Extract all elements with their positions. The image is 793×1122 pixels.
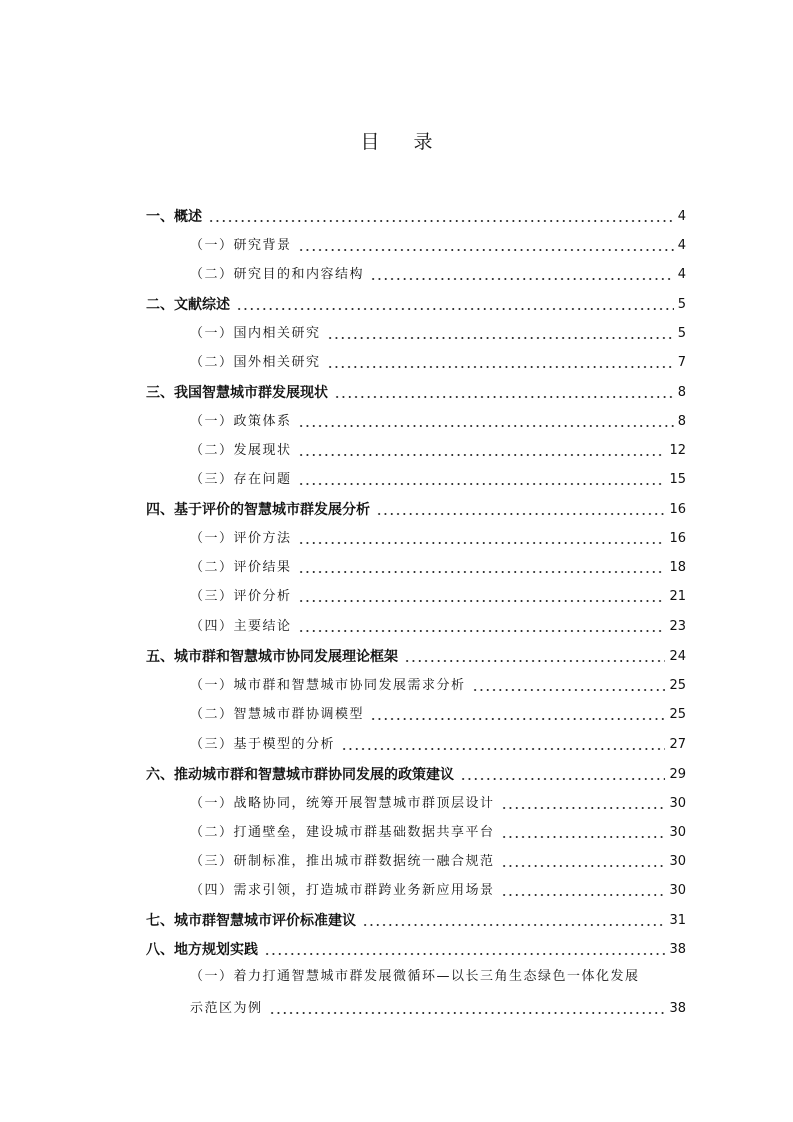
dot-leader [269, 1012, 666, 1014]
toc-entry-title: （二）智慧城市群协调模型 [190, 707, 365, 722]
toc-entry[interactable] [190, 467, 686, 491]
toc-entry[interactable] [146, 937, 686, 961]
dot-leader [298, 249, 674, 251]
toc-entry[interactable] [146, 204, 686, 228]
toc-entry-title: 一、概述 [146, 209, 202, 225]
toc-entry[interactable] [146, 762, 686, 786]
toc-entry-title: （三）基于模型的分析 [190, 737, 336, 752]
toc-page-number: 25 [669, 707, 686, 722]
toc-entry[interactable] [146, 644, 686, 668]
dot-leader [334, 396, 674, 398]
toc-page-number: 38 [669, 1001, 686, 1016]
toc-entry-title: （四）主要结论 [190, 619, 292, 634]
dot-leader [298, 542, 666, 544]
toc-entry[interactable] [190, 555, 686, 579]
toc-entry[interactable] [190, 849, 686, 873]
toc-page-number: 4 [677, 238, 686, 253]
toc-entry-title: （二）打通壁垒，建设城市群基础数据共享平台 [190, 825, 495, 840]
toc-entry-title: 八、地方规划实践 [146, 942, 258, 958]
toc-page-number: 5 [677, 297, 686, 312]
toc-entry[interactable] [190, 702, 686, 726]
toc-page-number: 5 [677, 326, 686, 341]
dot-leader [298, 630, 666, 632]
toc-page-number: 4 [677, 267, 686, 282]
toc-entry[interactable] [190, 584, 686, 608]
toc-entry[interactable] [190, 526, 686, 550]
toc-entry[interactable] [190, 233, 686, 257]
dot-leader [208, 220, 674, 222]
toc-entry[interactable] [190, 996, 686, 1020]
toc-entry[interactable] [190, 732, 686, 756]
dot-leader [298, 600, 666, 602]
toc-entry[interactable] [190, 878, 686, 902]
toc-page-number: 24 [669, 649, 686, 664]
page-title: 目 录 [360, 131, 447, 153]
dot-leader [341, 748, 665, 750]
toc-page-number: 16 [669, 531, 686, 546]
toc-entry-title: （二）研究目的和内容结构 [190, 267, 365, 282]
toc-entry-title: （三）存在问题 [190, 472, 292, 487]
toc-entry-title: （一）研究背景 [190, 238, 292, 253]
toc-entry-title: （一）评价方法 [190, 531, 292, 546]
dot-leader [501, 865, 666, 867]
toc-entry[interactable] [190, 409, 686, 433]
toc-entry[interactable] [190, 673, 686, 697]
toc-entry[interactable] [190, 820, 686, 844]
dot-leader [404, 660, 665, 662]
toc-entry[interactable] [146, 380, 686, 404]
dot-leader [472, 689, 666, 691]
toc-entry-title: （二）发展现状 [190, 443, 292, 458]
toc-page-number: 8 [677, 414, 686, 429]
toc-entry-title: （二）国外相关研究 [190, 355, 321, 370]
dot-leader [264, 953, 665, 955]
toc-page-number: 25 [669, 678, 686, 693]
toc-entry[interactable] [146, 497, 686, 521]
dot-leader [298, 454, 666, 456]
toc-page-number: 29 [669, 767, 686, 782]
dot-leader [327, 337, 674, 339]
toc-page-number: 21 [669, 589, 686, 604]
toc-page-number: 8 [677, 385, 686, 400]
toc-entry[interactable] [190, 438, 686, 462]
toc-page-number: 23 [669, 619, 686, 634]
dot-leader [501, 836, 666, 838]
dot-leader [327, 366, 674, 368]
toc-page-number: 30 [669, 825, 686, 840]
toc-entry[interactable] [190, 350, 686, 374]
toc-page-number: 12 [669, 443, 686, 458]
toc-entry-title: （一）战略协同，统筹开展智慧城市群顶层设计 [190, 796, 495, 811]
toc-entry-title: （四）需求引领，打造城市群跨业务新应用场景 [190, 883, 495, 898]
toc-page-number: 38 [669, 942, 686, 957]
dot-leader [298, 483, 666, 485]
toc-page-number: 30 [669, 796, 686, 811]
toc-page-number: 4 [677, 209, 686, 224]
toc-entry[interactable] [146, 292, 686, 316]
toc-page-number: 16 [669, 502, 686, 517]
dot-leader [501, 894, 666, 896]
toc-entry[interactable] [190, 321, 686, 345]
toc-entry-title: （一）城市群和智慧城市协同发展需求分析 [190, 678, 466, 693]
toc-page-number: 7 [677, 355, 686, 370]
toc-entry-title: （一）政策体系 [190, 414, 292, 429]
dot-leader [236, 308, 674, 310]
dot-leader [362, 924, 665, 926]
toc-entry-title: （三）研制标准，推出城市群数据统一融合规范 [190, 854, 495, 869]
toc-entry-title: （三）评价分析 [190, 589, 292, 604]
toc-entry-title: 六、推动城市群和智慧城市群协同发展的政策建议 [146, 767, 454, 783]
toc-entry-title: （二）评价结果 [190, 560, 292, 575]
dot-leader [370, 718, 665, 720]
toc-page-number: 15 [669, 472, 686, 487]
toc-page-number: 30 [669, 854, 686, 869]
toc-page-number: 31 [669, 913, 686, 928]
toc-entry-title: 七、城市群智慧城市评价标准建议 [146, 913, 356, 929]
dot-leader [460, 778, 665, 780]
toc-entry-title: 三、我国智慧城市群发展现状 [146, 385, 328, 401]
toc-entry[interactable] [190, 791, 686, 815]
dot-leader [376, 513, 665, 515]
dot-leader [298, 425, 674, 427]
toc-entry[interactable] [146, 908, 686, 932]
dot-leader [298, 571, 666, 573]
dot-leader [501, 807, 666, 809]
toc-entry-title-continued: 示范区为例 [190, 1001, 263, 1016]
toc-entry-title[interactable]: （一）着力打通智慧城市群发展微循环—以长三角生态绿色一体化发展 [190, 969, 640, 984]
toc-entry-title: 五、城市群和智慧城市协同发展理论框架 [146, 649, 398, 665]
toc-entry[interactable] [190, 614, 686, 638]
toc-entry-title: （一）国内相关研究 [190, 326, 321, 341]
dot-leader [370, 278, 674, 280]
toc-page-number: 30 [669, 883, 686, 898]
toc-entry-title: 四、基于评价的智慧城市群发展分析 [146, 502, 370, 518]
toc-page-number: 27 [669, 737, 686, 752]
toc-page-number: 18 [669, 560, 686, 575]
toc-entry-title: 二、文献综述 [146, 297, 230, 313]
toc-entry[interactable] [190, 262, 686, 286]
